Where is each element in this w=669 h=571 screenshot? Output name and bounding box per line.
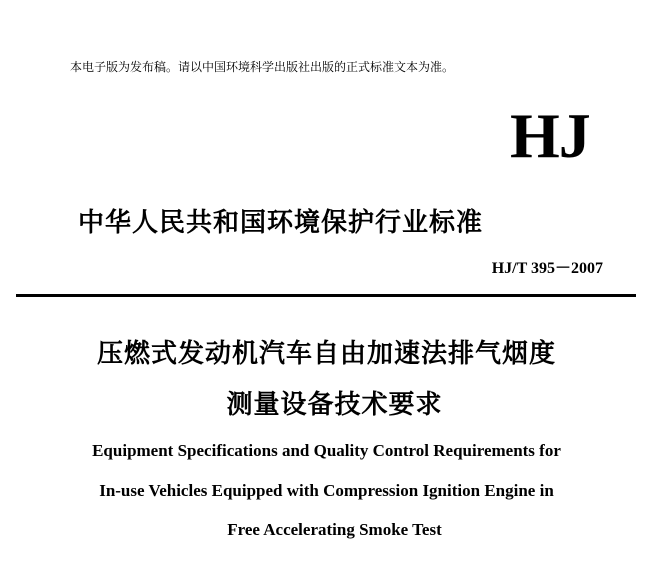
- title-en-line1: Equipment Specifications and Quality Control Requirements for: [92, 441, 561, 460]
- title-cn-line1: 压燃式发动机汽车自由加速法排气烟度: [96, 339, 556, 369]
- standard-code-logo: HJ: [510, 100, 590, 171]
- standard-category: 中华人民共和国环境保护行业标准: [78, 208, 484, 238]
- standard-number: HJ/T 395－2007: [491, 260, 603, 277]
- title-en-line3: Free Accelerating Smoke Test: [227, 520, 442, 539]
- release-notice: 本电子版为发布稿。请以中国环境科学出版社出版的正式标准文本为准。: [70, 60, 455, 74]
- title-en-line2: In-use Vehicles Equipped with Compression Ignition Engine in: [99, 481, 554, 500]
- horizontal-rule: [16, 294, 636, 297]
- title-cn-line2: 测量设备技术要求: [226, 390, 443, 420]
